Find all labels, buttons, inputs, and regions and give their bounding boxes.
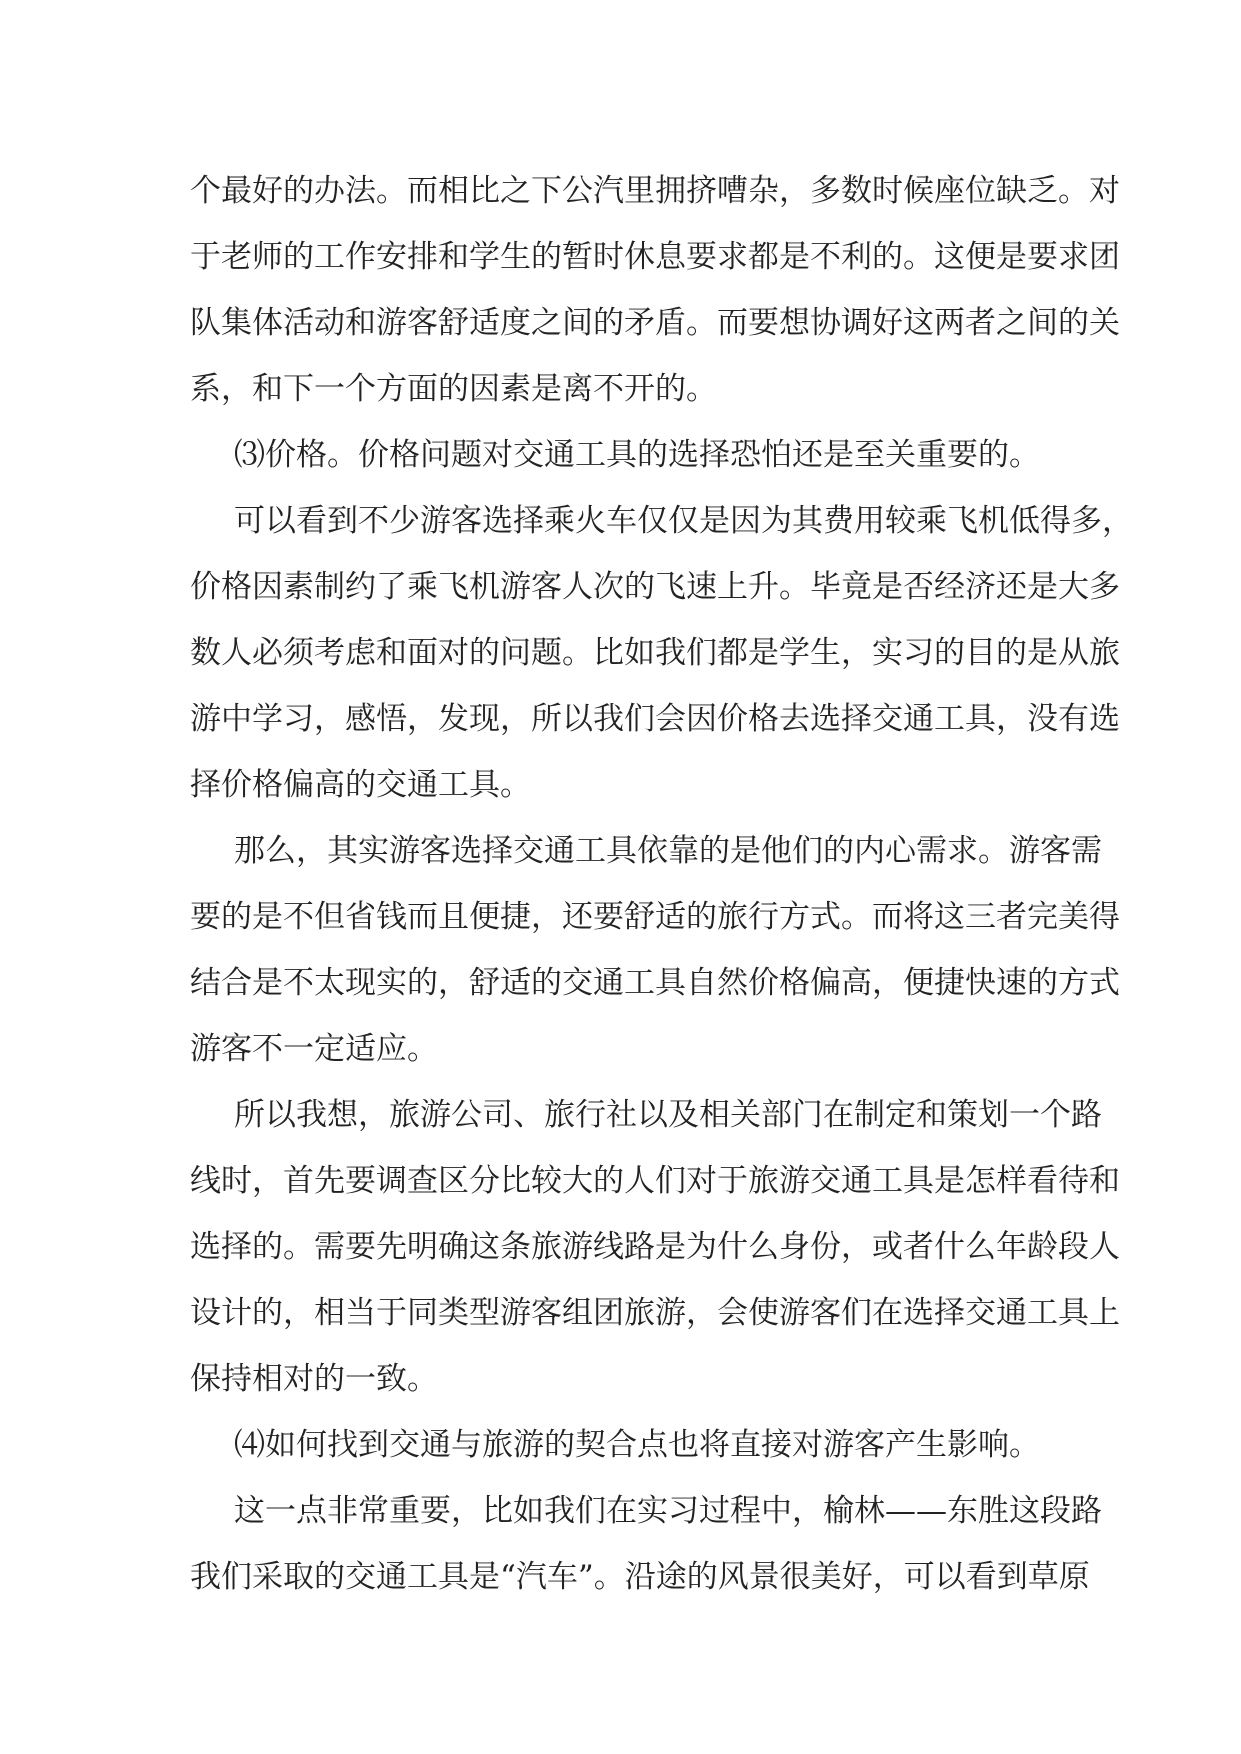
text-line: ⑷如何找到交通与旅游的契合点也将直接对游客产生影响。 (234, 1427, 1040, 1463)
text-line: 这一点非常重要，比如我们在实习过程中，榆林——东胜这段路 (234, 1493, 1102, 1529)
text-line: 保持相对的一致。 (190, 1361, 438, 1397)
text-line: 要的是不但省钱而且便捷，还要舒适的旅行方式。而将这三者完美得 (190, 899, 1120, 935)
paragraph (190, 422, 1060, 488)
document-body (190, 158, 1133, 1610)
paragraph (190, 1478, 1102, 1610)
paragraph (190, 488, 1133, 818)
text-line: 可以看到不少游客选择乘火车仅仅是因为其费用较乘飞机低得多， (234, 503, 1133, 539)
text-line: 所以我想，旅游公司、旅行社以及相关部门在制定和策划一个路 (234, 1097, 1102, 1133)
text-line: 那么，其实游客选择交通工具依靠的是他们的内心需求。游客需 (234, 833, 1102, 869)
text-line: 数人必须考虑和面对的问题。比如我们都是学生，实习的目的是从旅 (190, 635, 1120, 671)
text-line: 队集体活动和游客舒适度之间的矛盾。而要想协调好这两者之间的关 (190, 305, 1120, 341)
text-line: ⑶价格。价格问题对交通工具的选择恐怕还是至关重要的。 (234, 437, 1040, 473)
paragraph (190, 1412, 1060, 1478)
text-line: 游中学习，感悟，发现，所以我们会因价格去选择交通工具，没有选 (190, 701, 1120, 737)
text-line: 游客不一定适应。 (190, 1031, 438, 1067)
text-line: 选择的。需要先明确这条旅游线路是为什么身份，或者什么年龄段人 (190, 1229, 1120, 1265)
paragraph (190, 1082, 1120, 1412)
text-line: 结合是不太现实的，舒适的交通工具自然价格偏高，便捷快速的方式 (190, 965, 1120, 1001)
paragraph (190, 818, 1120, 1082)
text-line: 系，和下一个方面的因素是离不开的。 (190, 371, 717, 407)
paragraph (190, 158, 1120, 422)
text-line: 线时，首先要调查区分比较大的人们对于旅游交通工具是怎样看待和 (190, 1163, 1120, 1199)
text-line: 我们采取的交通工具是“汽车”。沿途的风景很美好，可以看到草原 (190, 1559, 1090, 1595)
text-line: 个最好的办法。而相比之下公汽里拥挤嘈杂，多数时候座位缺乏。对 (190, 173, 1120, 209)
text-line: 于老师的工作安排和学生的暂时休息要求都是不利的。这便是要求团 (190, 239, 1120, 275)
text-line: 价格因素制约了乘飞机游客人次的飞速上升。毕竟是否经济还是大多 (190, 569, 1120, 605)
text-line: 设计的，相当于同类型游客组团旅游，会使游客们在选择交通工具上 (190, 1295, 1120, 1331)
text-line: 择价格偏高的交通工具。 (190, 767, 531, 803)
